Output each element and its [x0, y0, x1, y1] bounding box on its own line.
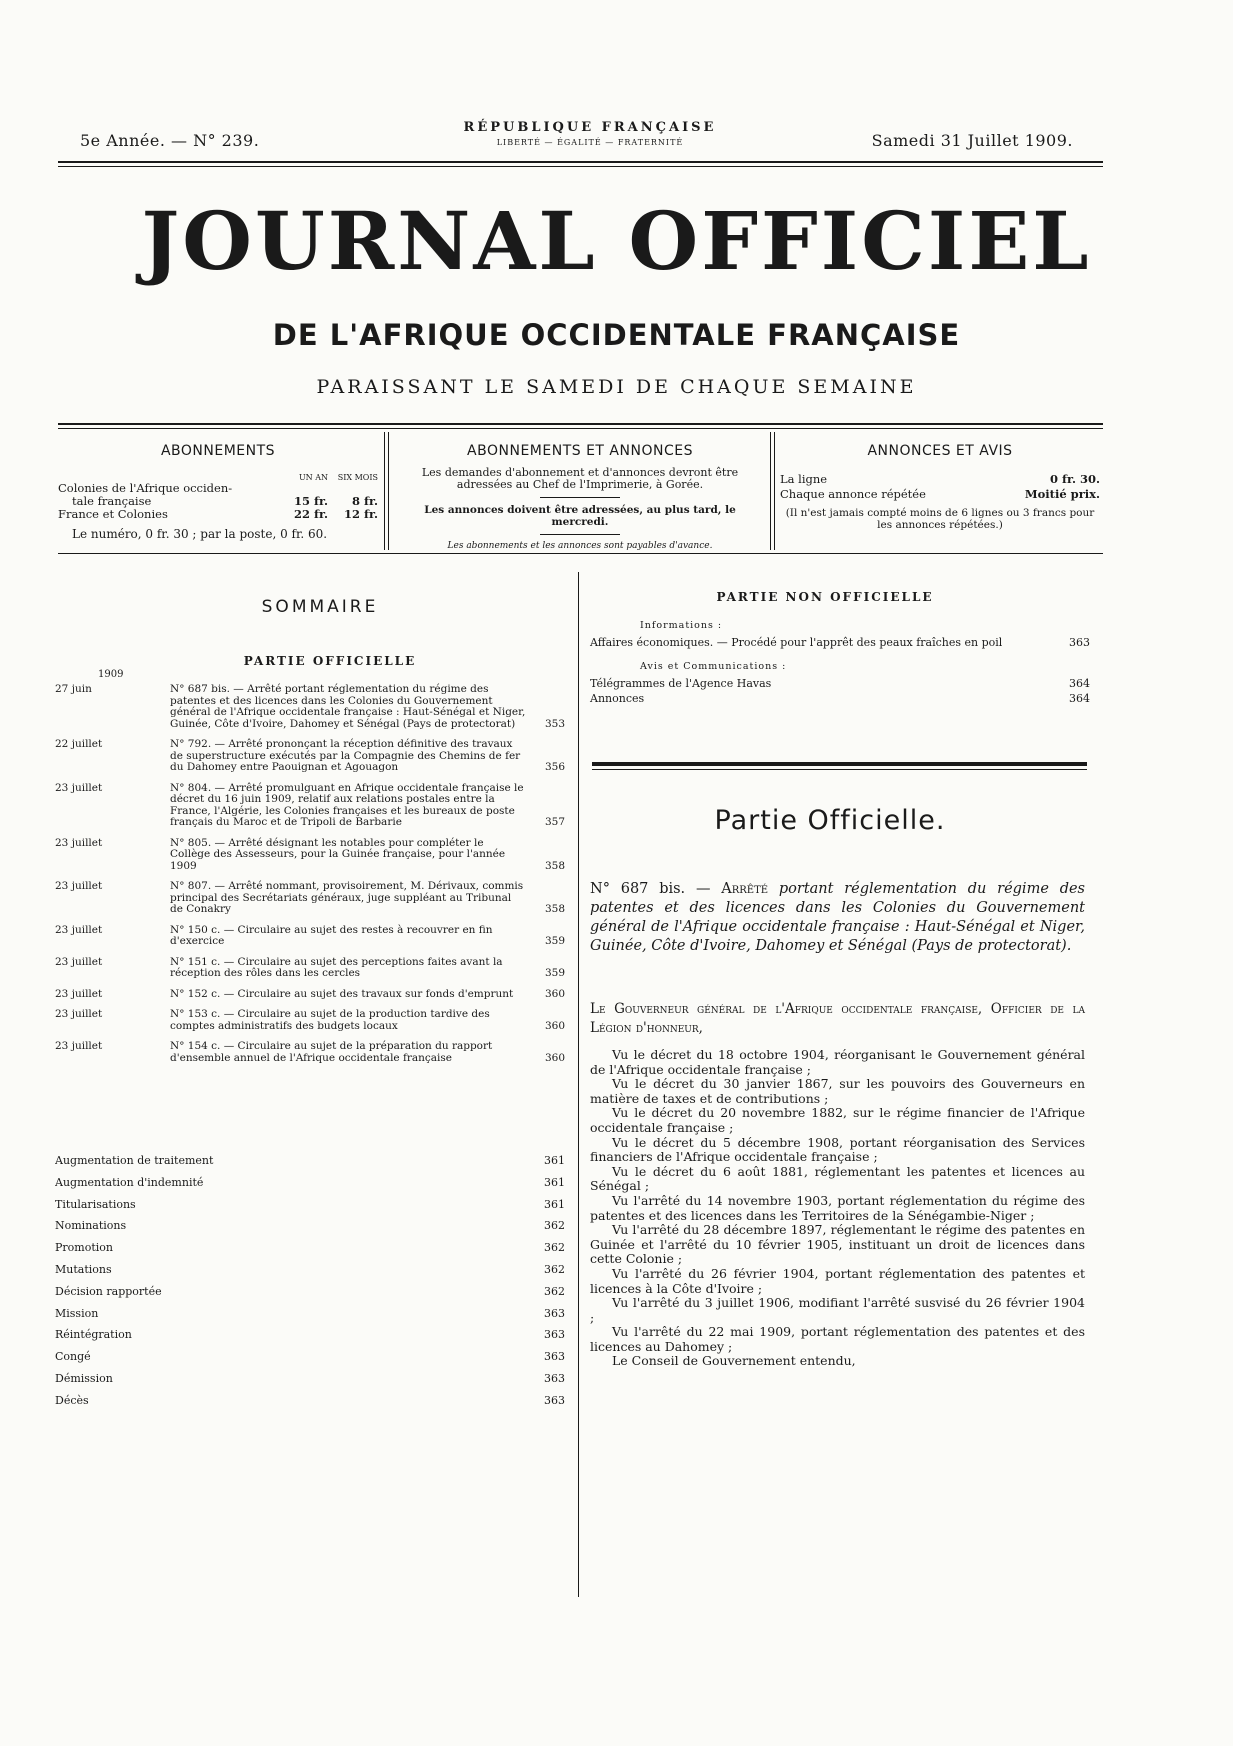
- sommaire-partie-officielle: PARTIE OFFICIELLE: [243, 654, 417, 668]
- entry-text: N° 154 c. — Circulaire au sujet de la préparation du rapport d'ensemble annuel de l'Afrique occidentale française: [170, 1040, 493, 1064]
- numero-price: Le numéro, 0 fr. 30 ; par la poste, 0 fr. 60.: [72, 527, 328, 541]
- misc-page: 361: [544, 1197, 565, 1211]
- misc-label: Augmentation de traitement: [55, 1154, 214, 1167]
- entry-date: 23 juillet: [55, 955, 103, 968]
- misc-page: 362: [544, 1284, 565, 1298]
- considerant: Vu le décret du 6 août 1881, réglementant les patentes et licences au Sénégal ;: [590, 1163, 1085, 1194]
- entry-date: 23 juillet: [55, 781, 103, 794]
- box-rule-bottom: [58, 553, 1103, 554]
- masthead-title: JOURNAL OFFICIEL: [141, 194, 1092, 288]
- entry-text: N° 152 c. — Circulaire au sujet des travaux sur fonds d'emprunt: [170, 987, 514, 1000]
- repetee-label: Chaque annonce répétée: [780, 487, 926, 501]
- col2-sep-1: [540, 497, 620, 498]
- ligne-value: 0 fr. 30.: [1050, 472, 1100, 486]
- entry-date: 27 juin: [55, 683, 92, 695]
- entry-date: 23 juillet: [55, 880, 103, 892]
- row-colonies-label-b: tale française: [72, 494, 152, 508]
- misc-label: Mutations: [55, 1262, 112, 1276]
- entry-text: N° 804. — Arrêté promulguant en Afrique occidentale française le décret du 16 juin 1909, relatif aux relations postales entre la France, l'Algérie, les Colonies françaises et les bureaux de poste français du Maroc et de Tripoli de Barbarie: [170, 781, 524, 828]
- list-item: [55, 1009, 565, 1032]
- misc-label: Promotion: [55, 1241, 113, 1255]
- avis-entry: Télégrammes de l'Agence Havas: [590, 677, 772, 690]
- issue-number: 5e Année. — N° 239.: [80, 131, 260, 150]
- misc-page: 363: [544, 1306, 565, 1320]
- considerant: Vu l'arrêté du 22 mai 1909, portant réglementation des patentes et des licences au Dahomey ;: [590, 1324, 1085, 1354]
- republic-header: [430, 120, 750, 147]
- misc-label: Décès: [55, 1393, 89, 1407]
- price-colonies-year: 15 fr.: [294, 494, 328, 508]
- abonnements-title: ABONNEMENTS: [160, 443, 276, 459]
- repetee-value: Moitié prix.: [1024, 487, 1100, 501]
- list-item: [55, 1281, 565, 1303]
- box-rule-top: [58, 423, 1103, 425]
- list-item: [55, 1303, 565, 1325]
- entry-date: 23 juillet: [55, 923, 103, 936]
- list-item: [55, 989, 565, 1001]
- abonnements-annonces-block: [395, 443, 765, 551]
- abonnements-annonces-text2: Les annonces doivent être adressées, au plus tard, le mercredi.: [424, 504, 736, 528]
- misc-page: 361: [544, 1154, 565, 1167]
- list-item: [55, 1259, 565, 1281]
- section-rule-thick: [592, 762, 1087, 766]
- entry-text: N° 687 bis. — Arrêté portant réglementation du régime des patentes et des licences dans les Colonies du Gouvernement général de l'Afrique occidentale française : Haut-Sénégal et Niger, Guinée, Côte d'Ivoire, Dahomey et Sénégal (Pays de protectorat): [170, 683, 526, 730]
- considerant: Vu le décret du 20 novembre 1882, sur le régime financier de l'Afrique occidentale française ;: [590, 1105, 1085, 1135]
- entry-page: 360: [544, 1051, 565, 1064]
- list-item: [55, 1346, 565, 1368]
- misc-label: Augmentation d'indemnité: [55, 1175, 204, 1189]
- entry-text: N° 807. — Arrêté nommant, provisoirement, M. Dérivaux, commis principal des Secrétariats généraux, juge suppléant au Tribunal de Conakry: [170, 880, 524, 915]
- header-rule-top: [58, 161, 1103, 163]
- misc-label: Réintégration: [55, 1328, 132, 1342]
- entry-date: 23 juillet: [55, 836, 103, 849]
- misc-page: 362: [544, 1241, 565, 1255]
- arrete-number: N° 687 bis. —: [590, 881, 722, 897]
- entry-page: 358: [544, 903, 565, 915]
- issue-date: Samedi 31 Juillet 1909.: [871, 131, 1073, 150]
- box-divider-2b: [774, 432, 775, 550]
- considerant: Vu le décret du 18 octobre 1904, réorganisant le Gouvernement général de l'Afrique occidentale française ;: [590, 1047, 1085, 1077]
- misc-label: Nominations: [55, 1219, 127, 1233]
- entry-date: 23 juillet: [55, 1040, 103, 1052]
- considerant: Vu l'arrêté du 28 décembre 1897, réglementant le régime des patentes en Guinée et l'arrêté du 10 février 1905, instituant un droit de licences dans cette Colonie ;: [590, 1222, 1085, 1267]
- misc-label: Décision rapportée: [55, 1284, 162, 1298]
- misc-page: 363: [544, 1393, 565, 1407]
- entry-page: 360: [544, 987, 565, 1000]
- abonnements-annonces-text3: Les abonnements et les annonces sont payables d'avance.: [447, 541, 713, 551]
- entry-text: N° 150 c. — Circulaire au sujet des restes à recouvrer en fin d'exercice: [170, 923, 493, 947]
- list-item: [55, 838, 565, 873]
- head-one-year: UN AN: [298, 473, 328, 482]
- repetee-row: [780, 488, 1100, 501]
- arrete-text: portant réglementation du régime des patentes et des licences dans les Colonies du Gouvernement général de l'Afrique occidentale française : Haut-Sénégal et Niger, Guinée, Côte d'Ivoire, Dahomey et Sénégal (Pays de protectorat).: [590, 881, 1085, 954]
- avis-label: Avis et Communications :: [640, 661, 787, 672]
- list-item: [55, 1368, 565, 1390]
- col2-sep-2: [540, 534, 620, 535]
- sommaire-title: SOMMAIRE: [261, 597, 379, 617]
- masthead-subtitle: DE L'AFRIQUE OCCIDENTALE FRANÇAISE: [272, 318, 961, 352]
- entry-text: N° 792. — Arrêté prononçant la réception définitive des travaux de superstructure exécutés par la Compagnie des Chemins de fer du Dahomey entre Paouignan et Agouagon: [170, 738, 521, 773]
- price-france-year: 22 fr.: [294, 507, 328, 521]
- misc-page: 362: [544, 1219, 565, 1233]
- column-divider: [578, 572, 579, 1597]
- list-item: [55, 1194, 565, 1216]
- list-item: [55, 881, 565, 916]
- avis-page: 364: [1069, 692, 1090, 705]
- info-page: 363: [1069, 636, 1090, 649]
- price-colonies-six: 8 fr.: [352, 494, 378, 508]
- misc-label: Démission: [55, 1371, 113, 1385]
- list-item: [55, 739, 565, 774]
- informations-label: Informations :: [640, 620, 723, 631]
- head-six-months: SIX MOIS: [337, 473, 378, 482]
- list-item: [55, 1172, 565, 1194]
- list-item: [55, 1324, 565, 1346]
- list-item: [55, 925, 565, 948]
- misc-page: 362: [544, 1262, 565, 1276]
- republic-label: RÉPUBLIQUE FRANÇAISE: [463, 120, 717, 135]
- header-rule-bottom: [58, 166, 1103, 167]
- info-entry: Affaires économiques. — Procédé pour l'apprêt des peaux fraîches en poil: [590, 636, 1003, 649]
- considerant: Vu l'arrêté du 26 février 1904, portant réglementation des patentes et licences à la Côte d'Ivoire ;: [590, 1265, 1085, 1296]
- row-france-label: France et Colonies: [58, 507, 168, 521]
- abonnements-block: [58, 443, 378, 541]
- entry-page: 359: [544, 967, 565, 979]
- masthead-tagline: PARAISSANT LE SAMEDI DE CHAQUE SEMAINE: [316, 376, 917, 398]
- entry-page: 359: [544, 935, 565, 947]
- list-item: [55, 1390, 565, 1412]
- partie-non-officielle-title: PARTIE NON OFFICIELLE: [716, 590, 934, 604]
- box-divider-1: [384, 432, 385, 550]
- list-item: [55, 1237, 565, 1259]
- ligne-label: La ligne: [780, 472, 828, 486]
- misc-page: 363: [544, 1328, 565, 1342]
- misc-label: Congé: [55, 1350, 91, 1364]
- annonces-note: (Il n'est jamais compté moins de 6 lignes ou 3 francs pour les annonces répétées.): [785, 507, 1095, 531]
- list-item: [55, 1215, 565, 1237]
- abonnements-annonces-text1: Les demandes d'abonnement et d'annonces devront être adressées au Chef de l'Imprimerie, à Gorée.: [421, 466, 739, 491]
- entry-date: 23 juillet: [55, 987, 103, 1000]
- box-divider-2: [770, 432, 771, 550]
- entry-date: 22 juillet: [55, 738, 103, 750]
- avis-entry: Annonces: [590, 692, 645, 705]
- entry-page: 360: [544, 1019, 565, 1032]
- annonces-avis-title: ANNONCES ET AVIS: [867, 443, 1013, 459]
- list-item: [590, 678, 1090, 690]
- partie-non-officielle-block: [590, 620, 1090, 708]
- entry-date: 23 juillet: [55, 1008, 103, 1020]
- considerant: Vu l'arrêté du 3 juillet 1906, modifiant l'arrêté susvisé du 26 février 1904 ;: [590, 1295, 1085, 1325]
- motto: LIBERTÉ — ÉGALITÉ — FRATERNITÉ: [496, 138, 684, 147]
- gouverneur-preamble: Le Gouverneur général de l'Afrique occidentale française, Officier de la Légion d'honneur,: [590, 1001, 1085, 1036]
- price-row-france: [58, 508, 378, 521]
- box-divider-1b: [388, 432, 389, 550]
- misc-label: Titularisations: [55, 1197, 136, 1211]
- entry-page: 356: [544, 761, 565, 773]
- avis-page: 364: [1069, 677, 1090, 690]
- entry-page: 353: [544, 717, 565, 730]
- sommaire-entries: [55, 684, 565, 1073]
- section-rule-thin: [592, 769, 1087, 770]
- sommaire-year: 1909: [98, 669, 124, 680]
- entry-text: N° 805. — Arrêté désignant les notables pour compléter le Collège des Assesseurs, pour la Guinée française, pour l'année 1909: [170, 836, 506, 872]
- entry-text: N° 151 c. — Circulaire au sujet des perceptions faites avant la réception des rôles dans les cercles: [170, 955, 503, 979]
- arrete-keyword: Arrêté: [721, 881, 769, 897]
- misc-label: Mission: [55, 1306, 99, 1320]
- partie-officielle-heading: Partie Officielle.: [714, 805, 946, 836]
- row-colonies-label: Colonies de l'Afrique occiden-: [58, 481, 233, 495]
- ligne-row: [780, 473, 1100, 486]
- entry-page: 358: [544, 859, 565, 872]
- annonces-avis-block: [780, 443, 1100, 531]
- considerant: Vu le décret du 30 janvier 1867, sur les pouvoirs des Gouverneurs en matière de taxes et de contributions ;: [590, 1076, 1085, 1106]
- considerant: Vu l'arrêté du 14 novembre 1903, portant réglementation du régime des patentes et des licences dans les Territoires de la Sénégambie-Niger ;: [590, 1192, 1085, 1223]
- considerants: [590, 1048, 1085, 1369]
- considerant: Vu le décret du 5 décembre 1908, portant réorganisation des Services financiers de l'Afrique occidentale française ;: [590, 1134, 1085, 1165]
- misc-page: 363: [544, 1350, 565, 1364]
- list-item: [55, 957, 565, 980]
- entry-text: N° 153 c. — Circulaire au sujet de la production tardive des comptes administratifs des budgets locaux: [170, 1008, 490, 1032]
- list-item: [55, 1150, 565, 1172]
- list-item: [55, 684, 565, 730]
- list-item: [55, 1041, 565, 1064]
- misc-page: 363: [544, 1371, 565, 1385]
- list-item: [590, 637, 1090, 649]
- considerant: Le Conseil de Gouvernement entendu,: [612, 1353, 856, 1369]
- abonnements-annonces-title: ABONNEMENTS ET ANNONCES: [467, 443, 693, 459]
- list-item: [55, 783, 565, 829]
- sommaire-misc: [55, 1150, 565, 1412]
- list-item: [590, 693, 1090, 705]
- misc-page: 361: [544, 1175, 565, 1189]
- arrete-title: [590, 880, 1085, 956]
- price-france-six: 12 fr.: [344, 507, 378, 521]
- box-rule-top2: [58, 428, 1103, 429]
- entry-page: 357: [544, 816, 565, 828]
